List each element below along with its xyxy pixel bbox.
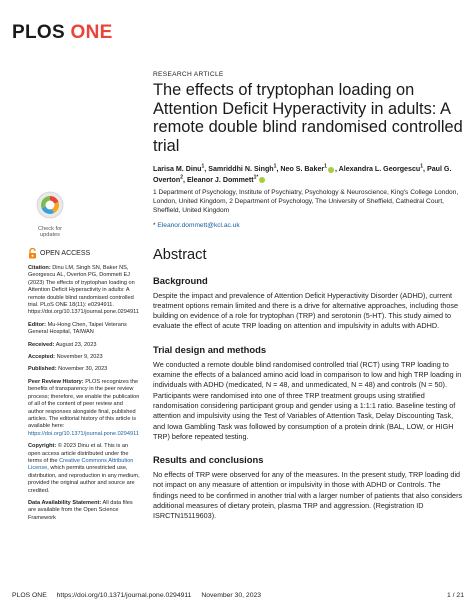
author-name-text: Paul G. Overton [153, 165, 452, 184]
orcid-icon[interactable] [328, 167, 334, 173]
received-block [28, 342, 140, 349]
corresponding-email [153, 222, 465, 229]
article-main [153, 71, 465, 534]
author-name [153, 165, 208, 173]
license-link[interactable]: Creative Commons Attribution License [28, 457, 134, 472]
accepted-block [28, 354, 140, 361]
data-availability-label: Data Availability Statement: [28, 499, 102, 506]
author-name-text: Alexandra L. Georgescu [338, 165, 421, 174]
editor-block [28, 322, 140, 337]
author-name-text: Neo S. Baker [280, 165, 325, 174]
author-name-text: Larisa M. Dinu [153, 165, 202, 174]
published-block [28, 366, 140, 373]
section-heading: Trial design and methods [153, 343, 267, 355]
abstract-section-trial-design [153, 344, 465, 442]
peer-review-label: Peer Review History: [28, 378, 84, 385]
check-for-updates-line2: updates [40, 232, 60, 239]
check-for-updates-label [30, 226, 70, 239]
author-affiliation-marker: 1 [201, 164, 205, 171]
editor-text: Mu-Hong Chen, Taipei Veterans General Hospital, TAIWAN [28, 321, 127, 336]
author-list [153, 164, 465, 185]
citation-label: Citation: [28, 265, 51, 271]
abstract-section-background [153, 275, 465, 332]
received-label: Received: [28, 341, 55, 348]
affiliation-text: 1 Department of Psychology, Institute of Psychiatry, Psychology & Neuroscience, King's College London, London, United Kingdom, 2 Department of Psychology, The University of Sheffield, Cathedral Court, Sheffield, United Kingdom [153, 189, 459, 214]
author-name [280, 165, 338, 173]
footer-page-number: 1 / 21 [446, 592, 464, 599]
accepted-date: November 9, 2023 [56, 354, 103, 361]
email-star: * [153, 221, 156, 229]
footer-date: November 30, 2023 [201, 592, 262, 599]
section-text: We conducted a remote double blind randomised controlled trial (RCT) using TRP loading to examine the effects of a balanced amino acid load in comparison to low and high TRP loading in individuals with ADHD (medicated, N = 48, and unmedicated, N = 48) and controls (N = 50). Participants were randomised into one of three TRP treatment groups using stratified randomisation considering participant group and gender using a 1:1:1 ratio. Baseline testing of attention and impulsivity using the Test of Variables of Attention Task, Delay Discounting Task, and Iowa Gambling Task was followed by consumption of a protein drink (BAL, LOW, or HIGH TRP) before repeated testing. [153, 359, 462, 441]
author-separator: , [423, 165, 427, 174]
check-for-updates-badge[interactable] [30, 191, 70, 239]
section-text: Despite the impact and prevalence of Attention Deficit Hyperactivity Disorder (ADHD), current treatment options remain limited and there is a drive for alternative approaches, including those building on evidence of a role for tryptophan (TRP) and serotonin (5-HT). This study aimed to evaluate the effect of acute TRP loading on attention and impulsivity in adults with ADHD. [153, 290, 459, 331]
copyright-label: Copyright: [28, 443, 57, 450]
abstract-section-results [153, 454, 465, 521]
check-for-updates-icon [36, 191, 64, 219]
article-type: RESEARCH ARTICLE [153, 71, 224, 78]
peer-review-text: PLOS recognizes the benefits of transparency in the peer review process; therefore, we enable the publication of all of the content of peer review and author responses alongside final, published articles. The editorial history of this article is available here: [28, 378, 140, 430]
open-access-text: OPEN ACCESS [40, 249, 91, 257]
journal-logo-plos: PLOS [12, 22, 65, 43]
author-name [208, 165, 280, 173]
published-label: Published: [28, 366, 57, 373]
author-affiliation-marker: 1 [420, 164, 424, 171]
section-heading: Results and conclusions [153, 454, 264, 466]
author-name [187, 176, 266, 184]
peer-review-block [28, 379, 140, 438]
open-lock-icon [28, 248, 37, 259]
author-affiliation-marker: 1 [273, 164, 277, 171]
peer-review-link[interactable]: https://doi.org/10.1371/journal.pone.0294911 [28, 430, 139, 437]
data-availability-block [28, 500, 140, 522]
copyright-text-post: , which permits unrestricted use, distribution, and reproduction in any medium, provided the original author and source are credited. [28, 465, 140, 494]
copyright-text-pre: © 2023 Dinu et al. This is an open access article distributed under the terms of the [28, 443, 129, 464]
accepted-label: Accepted: [28, 354, 56, 361]
check-for-updates-line1: Check for [38, 226, 62, 232]
author-separator: , [276, 165, 281, 174]
author-affiliation-marker: 1* [253, 174, 259, 181]
author-affiliation-marker: 1 [324, 164, 327, 171]
affiliations [153, 189, 465, 215]
author-name-text: Eleanor J. Dommett [186, 175, 254, 184]
received-date: August 23, 2023 [55, 341, 97, 348]
citation-text: Dinu LM, Singh SN, Baker NS, Georgescu AL, Overton PG, Dommett EJ (2023) The effects of tryptophan loading on Attention Deficit Hyperactivity in adults: A remote double blind randomised controlled trial. PLoS ONE 18(11): e0294911. https://doi.org/10.1371/journal.pone.0294911 [28, 265, 139, 316]
footer-journal: PLOS ONE [12, 592, 47, 599]
author-separator: , [182, 175, 187, 184]
article-title: The effects of tryptophan loading on Attention Deficit Hyperactivity in adults: A remote double blind randomised controlled trial [153, 81, 463, 155]
author-name [339, 165, 427, 173]
abstract-heading: Abstract [153, 246, 207, 263]
citation-block [28, 265, 140, 317]
page-footer [12, 592, 464, 599]
orcid-icon[interactable] [259, 177, 265, 183]
journal-logo [12, 22, 113, 44]
open-access-label [28, 248, 140, 259]
author-separator: , [204, 165, 209, 174]
copyright-block [28, 443, 140, 495]
editor-label: Editor: [28, 321, 47, 328]
author-name-text: Samriddhi N. Singh [208, 165, 274, 174]
footer-left [12, 592, 269, 599]
data-availability-text: All data files are available from the Open Science Framework [28, 499, 133, 521]
section-text: No effects of TRP were observed for any of the measures. In the present study, TRP loading did not impact on any measure of attention or impulsivity in those with ADHD or Controls. The findings need to be confirmed in another trial with a larger number of patients that also considers additional measures of dietary protein, plasma TRP and aggression. (Registration ID ISRCTN15119603). [153, 470, 463, 521]
email-link[interactable]: Eleanor.dommett@kcl.ac.uk [157, 221, 240, 229]
published-date: November 30, 2023 [58, 366, 108, 373]
journal-logo-one: ONE [70, 22, 113, 43]
section-heading: Background [153, 274, 208, 286]
author-affiliation-marker: 2 [180, 174, 183, 181]
author-separator: , [334, 165, 339, 174]
footer-doi-link[interactable]: https://doi.org/10.1371/journal.pone.0294911 [56, 592, 192, 599]
article-sidebar [28, 248, 140, 527]
